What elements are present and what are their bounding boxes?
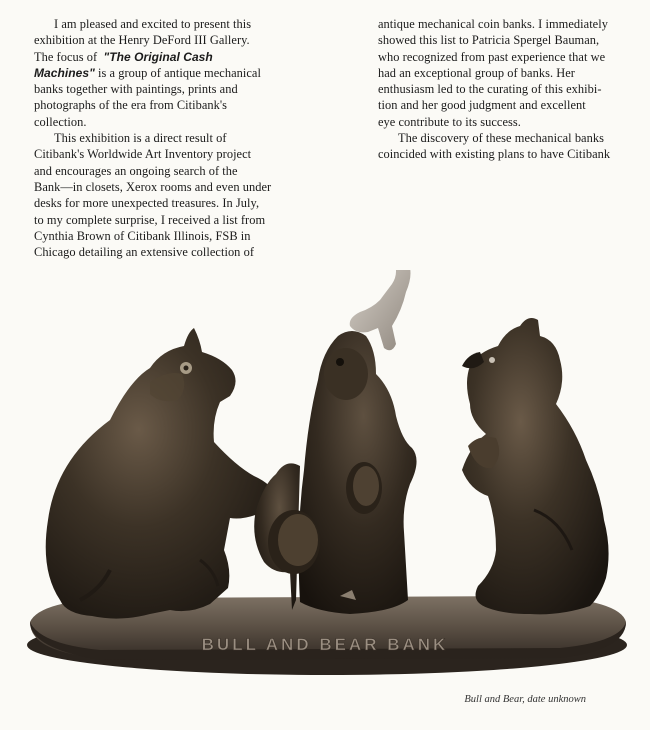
text-line: Chicago detailing an extensive collection of xyxy=(34,245,254,260)
text-line: Citibank's Worldwide Art Inventory project xyxy=(34,147,252,162)
text-line: coincided with existing plans to have Citibank xyxy=(378,147,611,162)
text-line: Cynthia Brown of Citibank Illinois, FSB in xyxy=(34,228,251,243)
text-line: had an exceptional group of banks. Her xyxy=(378,65,575,80)
text-line: desks for more unexpected treasures. In July, xyxy=(34,196,260,211)
text-line: antique mechanical coin banks. I immediately xyxy=(378,17,608,31)
text-line: The discovery of these mechanical banks xyxy=(398,131,604,146)
text-line: photographs of the era from Citibank's xyxy=(34,98,228,113)
bank-inscription: BULL AND BEAR BANK xyxy=(201,635,449,654)
paragraph-1 xyxy=(34,16,262,49)
text-line: Bank—in closets, Xerox rooms and even under xyxy=(34,179,272,194)
text-line: This exhibition is a direct result of xyxy=(54,131,227,146)
text-line: collection. xyxy=(34,114,87,129)
paragraph-2 xyxy=(34,130,272,260)
exhibit-title: "The Original Cash xyxy=(103,49,213,64)
bear-figure xyxy=(462,318,609,614)
paragraph-1-focus xyxy=(34,49,262,130)
focus-suffix: is a group of antique mechanical xyxy=(97,65,261,80)
text-line xyxy=(34,49,262,65)
text-line: eye contribute to its success. xyxy=(378,114,521,129)
text-line: to my complete surprise, I received a list from xyxy=(34,212,266,227)
tree-stump xyxy=(254,331,416,614)
text-line: banks together with paintings, prints and xyxy=(34,82,238,97)
text-line: enthusiasm led to the curating of this exhibi- xyxy=(378,82,602,97)
photo-caption: Bull and Bear, date unknown xyxy=(464,694,586,705)
text-line: and encourages an ongoing search of the xyxy=(34,163,238,178)
text-line: exhibition at the Henry DeFord III Gallery. xyxy=(34,33,250,48)
paragraph-4 xyxy=(378,130,611,163)
bull-figure xyxy=(46,328,278,619)
text-line: tion and her good judgment and excellent xyxy=(378,98,586,113)
text-line: I am pleased and excited to present this xyxy=(54,17,252,31)
text-line: who recognized from past experience that we xyxy=(378,49,606,64)
text-column-left xyxy=(34,16,272,260)
focus-prefix: The focus of xyxy=(34,49,98,64)
text-line: showed this list to Patricia Spergel Bauman, xyxy=(378,33,600,48)
text-line xyxy=(34,65,262,81)
bull-and-bear-bank-photo xyxy=(0,270,650,680)
paragraph-3 xyxy=(378,16,608,130)
text-column-right xyxy=(378,16,611,163)
exhibit-title-cont: Machines" xyxy=(34,65,95,80)
